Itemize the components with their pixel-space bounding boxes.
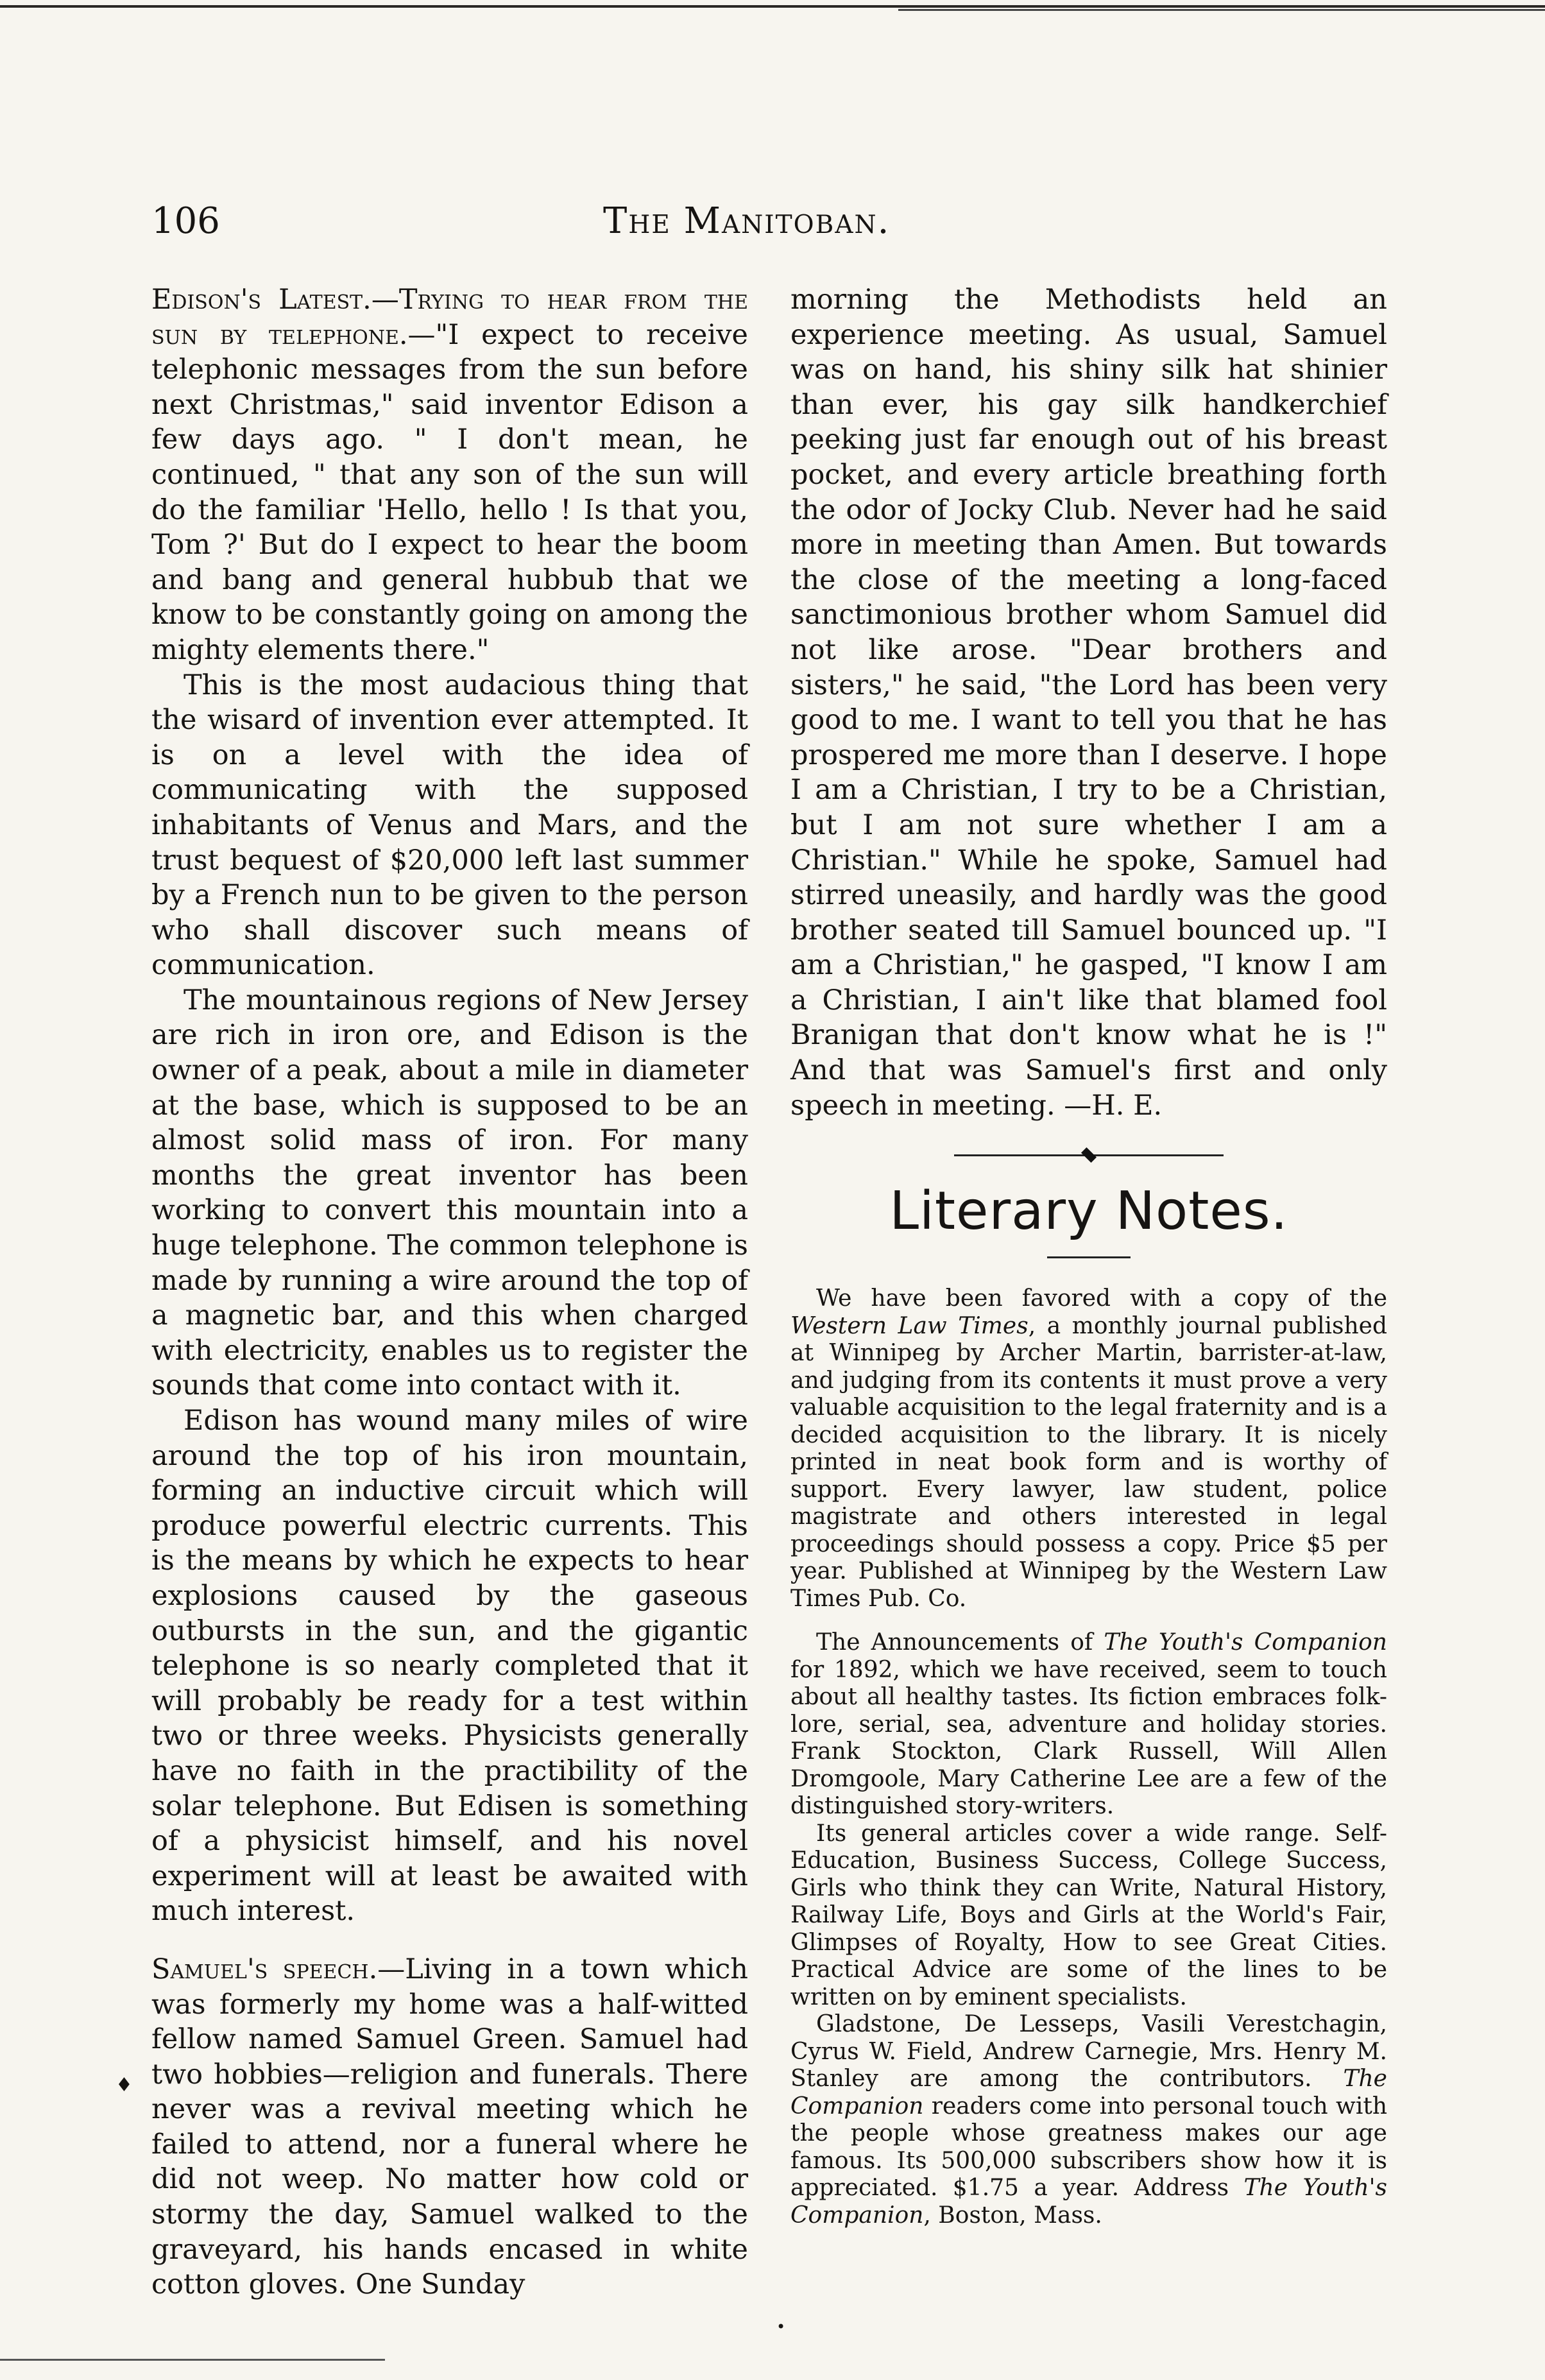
note-youths-companion: The Announcements of The Youth's Companion for 1892, which we have received, seem to touch about all healthy tastes. Its fiction embraces folk-lore, serial, sea, adventure and holiday stories. Frank Stockton, Clark Russell, Will Allen Dromgoole, Mary Catherine Lee are a few of the distinguished story-writers.	[790, 1629, 1387, 1820]
divider-diamond-icon	[1081, 1147, 1097, 1163]
edison-article-paragraph-3: The mountainous regions of New Jersey are rich in iron ore, and Edison is the owner of a peak, about a mile in diameter at the base, which is supposed to be an almost solid mass of iron. For many months the great inventor has been working to convert this mountain into a huge telephone. The common telephone is made by running a wire around the top of a magnetic bar, and this when charged with electricity, enables us to register the sounds that come into contact with it.	[151, 984, 748, 1402]
note-contributors: Gladstone, De Lesseps, Vasili Verestchagin, Cyrus W. Field, Andrew Carnegie, Mrs. Henry M. Stanley are among the contributors. The Companion readers come into personal touch with the people whose greatness makes our age famous. Its 500,000 subscribers show how it is appreciated. $1.75 a year. Address The Youth's Companion, Boston, Mass.	[790, 2011, 1388, 2229]
publication-title: The Youth's Companion	[1104, 1629, 1387, 1656]
edison-article-paragraph-4: Edison has wound many miles of wire around the top of his iron mountain, forming an inductive circuit which will produce powerful electric currents. This is the means by which he expects to hear explosions caused by the gaseous outbursts in the sun, and the gigantic telephone is so nearly completed that it will probably be ready for a test within two or three weeks. Physicists generally have no faith in the practibility of the solar telephone. But Edisen is something of a physicist himself, and his novel experiment will at least be awaited with much interest.	[151, 1405, 748, 1928]
edison-article-text: —"I expect to receive telephonic messages from the sun before next Christmas," said inventor Edison a few days ago. " I don't mean, he continued, " that any son of the sun will do the familiar 'Hello, hello ! Is that you, Tom ?' But do I expect to hear the boom and bang and general hubbub that we know to be constantly going on among the mighty elements there."	[151, 318, 748, 666]
samuel-article-paragraph	[151, 1952, 748, 2302]
samuel-article-continuation: morning the Methodists held an experience meeting. As usual, Samuel was on hand, his shiny silk hat shinier than ever, his gay silk handkerchief peeking just far enough out of his breast pocket, and every article breathing forth the odor of Jocky Club. Never had he said more in meeting than Amen. But towards the close of the meeting a long-faced sanctimonious brother whom Samuel did not like arose. "Dear brothers and sisters," he said, "the Lord has been very good to me. I want to tell you that he has prospered me more than I deserve. I hope I am a Christian, I try to be a Christian, but I am not sure whether I am a Christian." While he spoke, Samuel had stirred uneasily, and hardly was the good brother seated till Samuel bounced up. "I am a Christian," he gasped, "I know I am a Christian, I ain't like that blamed fool Branigan that don't know what he is !" And that was Samuel's first and only speech in meeting. —H. E.	[790, 284, 1387, 1122]
running-head-title: The Manitoban.	[603, 200, 891, 242]
heading-underline-rule	[1047, 1256, 1131, 1258]
page-number: 106	[151, 200, 220, 242]
samuel-article-heading: Samuel's speech.	[151, 1953, 378, 1985]
edison-article-heading: Edison's Latest.—Trying to hear from the sun by telephone.	[151, 284, 748, 351]
top-border-rule-secondary	[898, 9, 1545, 11]
margin-mark-icon: ♦	[115, 2074, 133, 2096]
left-column	[151, 282, 748, 2302]
literary-notes-body	[790, 1285, 1387, 2229]
publication-title: The Companion	[790, 2066, 1387, 2119]
section-divider-ornament	[954, 1151, 1224, 1159]
bottom-speck-icon: •	[776, 2318, 786, 2336]
edison-article-paragraph-2: This is the most audacious thing that the wisard of invention ever attempted. It is on a level with the idea of communicating with the supposed inhabitants of Venus and Mars, and the trust bequest of $20,000 left last summer by a French nun to be given to the person who shall discover such means of communication.	[151, 669, 748, 982]
publication-title: The Youth's Companion	[790, 2175, 1388, 2229]
publication-title: Western Law Times	[790, 1312, 1029, 1339]
note-general-articles: Its general articles cover a wide range. Self-Education, Business Success, College Success, Girls who think they can Write, Natural History, Railway Life, Boys and Girls at the World's Fair, Glimpses of Royalty, How to see Great Cities. Practical Advice are some of the lines to be written on by eminent specialists.	[790, 1820, 1387, 2010]
top-border-rule	[0, 5, 1545, 8]
samuel-article-text: —Living in a town which was formerly my home was a half-witted fellow named Samuel Green. Samuel had two hobbies—religion and funerals. There never was a revival meeting which he failed to attend, nor a funeral where he did not weep. No matter how cold or stormy the day, Samuel walked to the graveyard, his hands encased in white cotton gloves. One Sunday	[151, 1953, 748, 2301]
edison-article-paragraph	[151, 282, 748, 668]
bottom-border-rule	[0, 2359, 385, 2361]
note-western-law-times: We have been favored with a copy of the Western Law Times, a monthly journal published at Winnipeg by Archer Martin, barrister-at-law, and judging from its contents it must prove a very valuable acquisition to the legal fraternity and is a decided acquisition to the library. It is nicely printed in neat book form and is worthy of support. Every lawyer, law student, police magistrate and others interested in legal proceedings should possess a copy. Price $5 per year. Published at Winnipeg by the Western Law Times Pub. Co.	[790, 1285, 1387, 1612]
right-column	[790, 282, 1387, 2229]
literary-notes-heading: Literary Notes.	[889, 1181, 1288, 1242]
